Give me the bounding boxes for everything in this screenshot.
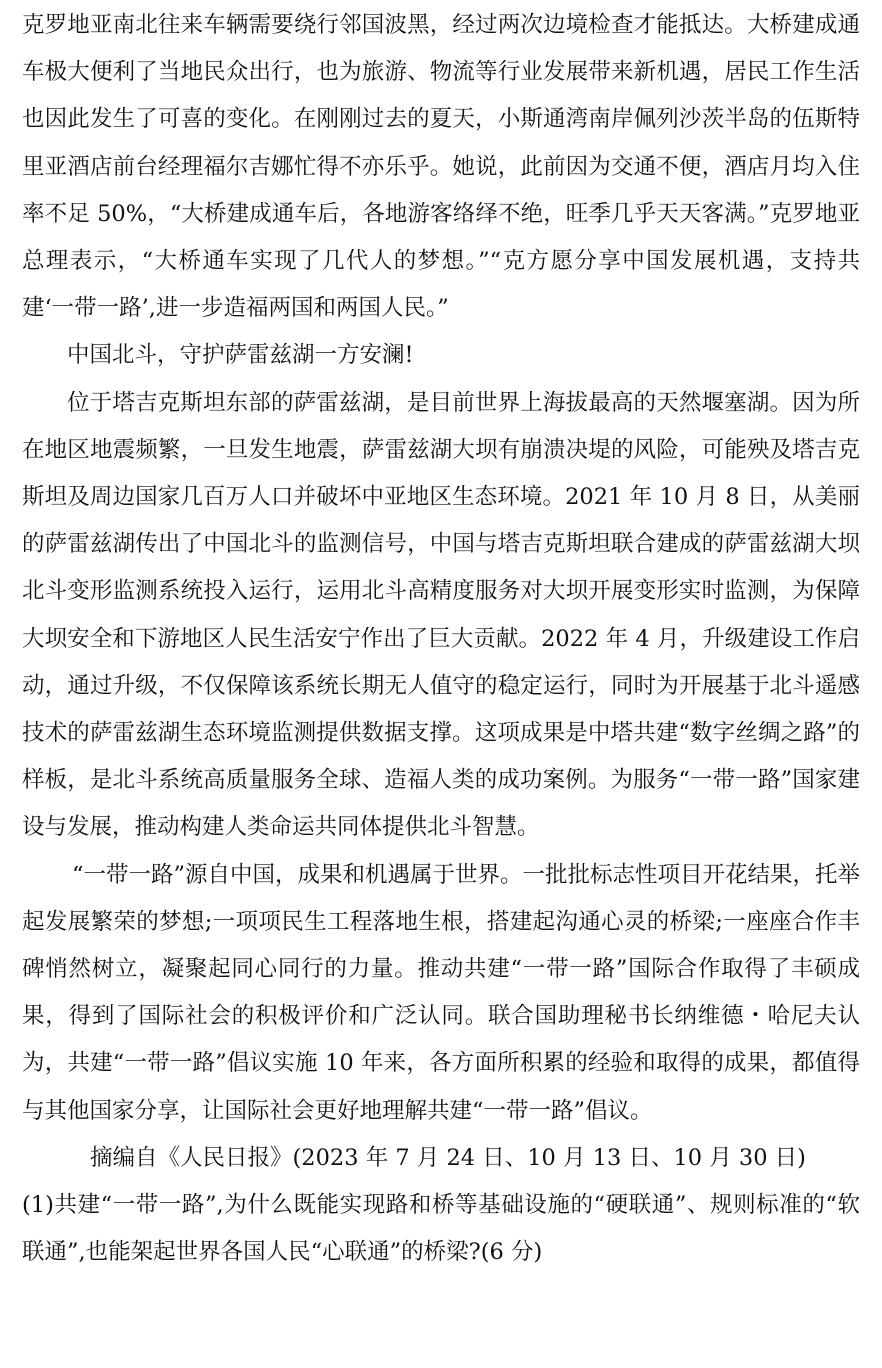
question-1: (1)共建“一带一路”,为什么既能实现路和桥等基础设施的“硬联通”、规则标准的“软联通”,也能架起世界各国人民“心联通”的桥梁?(6 分) <box>22 1192 860 1266</box>
source-citation: 摘编自《人民日报》(2023 年 7 月 24 日、10 月 13 日、10 月 30 日) <box>90 1144 806 1171</box>
heading-beidou: 中国北斗，守护萨雷兹湖一方安澜! <box>67 342 414 369</box>
paragraph-beidou-sarez-lake: 位于塔吉克斯坦东部的萨雷兹湖，是目前世界上海拔最高的天然堰塞湖。因为所在地区地震频繁，一旦发生地震，萨雷兹湖大坝有崩溃决堤的风险，可能殃及塔吉克斯坦及周边国家几百万人口并破坏中亚地区生态环境。2021 年 10 月 8 日，从美丽的萨雷兹湖传出了中国北斗的监测信号，中国与塔吉克斯坦联合建成的萨雷兹湖大坝北斗变形监测系统投入运行，运用北斗高精度服务对大坝开展变形实时监测，为保障大坝安全和下游地区人民生活安宁作出了巨大贡献。2022 年 4 月，升级建设工作启动，通过升级，不仅保障该系统长期无人值守的稳定运行，同时为开展基于北斗遥感技术的萨雷兹湖生态环境监测提供数据支撑。这项成果是中塔共建“数字丝绸之路”的样板，是北斗系统高质量服务全球、造福人类的成功案例。为服务“一带一路”国家建设与发展，推动构建人类命运共同体提供北斗智慧。 <box>22 389 860 841</box>
paragraph-bridge-croatia: 克罗地亚南北往来车辆需要绕行邻国波黑，经过两次边境检查才能抵达。大桥建成通车极大便利了当地民众出行，也为旅游、物流等行业发展带来新机遇，居民工作生活也因此发生了可喜的变化。在刚刚过去的夏天，小斯通湾南岸佩列沙茨半岛的伍斯特里亚酒店前台经理福尔吉娜忙得不亦乐乎。她说，此前因为交通不便，酒店月均入住率不足 50%，“大桥建成通车后，各地游客络绎不绝，旺季几乎天天客满。”克罗地亚总理表示，“大桥通车实现了几代人的梦想。”“克方愿分享中国发展机遇，支持共建‘一带一路’,进一步造福两国和两国人民。” <box>22 12 860 322</box>
paragraph-belt-and-road-summary: “一带一路”源自中国，成果和机遇属于世界。一批批标志性项目开花结果，托举起发展繁荣的梦想;一项项民生工程落地生根，搭建起沟通心灵的桥梁;一座座合作丰碑悄然树立，凝聚起同心同行的力量。推动共建“一带一路”国际合作取得了丰硕成果，得到了国际社会的积极评价和广泛认同。联合国助理秘书长纳维德・哈尼夫认为，共建“一带一路”倡议实施 10 年来，各方面所积累的经验和取得的成果，都值得与其他国家分享，让国际社会更好地理解共建“一带一路”倡议。 <box>22 861 861 1124</box>
